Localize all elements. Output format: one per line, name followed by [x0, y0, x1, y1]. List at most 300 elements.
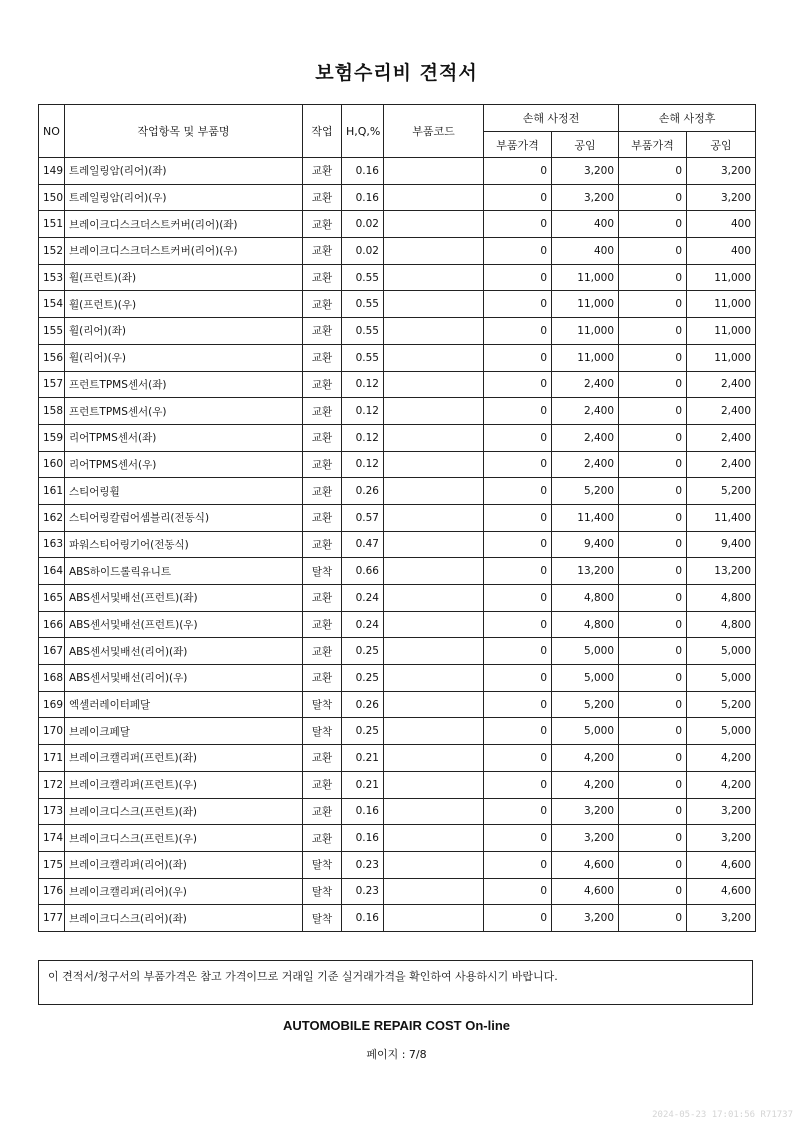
- row-before-labor: 400: [552, 238, 619, 265]
- row-item-name: ABS센서및배선(리어)(좌): [65, 638, 303, 665]
- row-part-code: [384, 718, 484, 745]
- row-before-labor: 9,400: [552, 531, 619, 558]
- row-after-price: 0: [619, 211, 687, 238]
- row-before-labor: 4,200: [552, 745, 619, 772]
- table-row: [39, 158, 756, 185]
- table-row: [39, 264, 756, 291]
- row-work-type: 교환: [303, 531, 342, 558]
- row-no: 169: [39, 691, 65, 718]
- row-no: 157: [39, 371, 65, 398]
- row-before-price: 0: [484, 478, 552, 505]
- row-before-price: 0: [484, 718, 552, 745]
- col-header-no: NO: [39, 105, 65, 158]
- table-row: [39, 745, 756, 772]
- table-row: [39, 558, 756, 585]
- row-no: 164: [39, 558, 65, 585]
- row-no: 153: [39, 264, 65, 291]
- row-after-labor: 4,800: [687, 611, 756, 638]
- row-work-type: 교환: [303, 264, 342, 291]
- row-work-type: 교환: [303, 238, 342, 265]
- row-after-labor: 3,200: [687, 158, 756, 185]
- row-work-type: 교환: [303, 291, 342, 318]
- row-after-labor: 5,000: [687, 718, 756, 745]
- row-before-price: 0: [484, 318, 552, 345]
- row-before-price: 0: [484, 878, 552, 905]
- row-hq: 0.12: [342, 451, 384, 478]
- row-part-code: [384, 905, 484, 932]
- row-before-price: 0: [484, 398, 552, 425]
- row-no: 160: [39, 451, 65, 478]
- row-work-type: 교환: [303, 398, 342, 425]
- table-row: [39, 851, 756, 878]
- table-row: [39, 798, 756, 825]
- row-work-type: 교환: [303, 478, 342, 505]
- row-hq: 0.26: [342, 691, 384, 718]
- row-before-labor: 11,000: [552, 318, 619, 345]
- row-before-price: 0: [484, 558, 552, 585]
- row-after-price: 0: [619, 878, 687, 905]
- row-hq: 0.57: [342, 504, 384, 531]
- price-notice: 이 견적서/청구서의 부품가격은 참고 가격이므로 거래일 기준 실거래가격을 확인하여 사용하시기 바랍니다.: [38, 960, 753, 1005]
- row-part-code: [384, 745, 484, 772]
- row-item-name: ABS센서및배선(프런트)(우): [65, 611, 303, 638]
- row-after-price: 0: [619, 158, 687, 185]
- col-group-before: 손해 사정전: [484, 105, 619, 132]
- row-before-labor: 3,200: [552, 825, 619, 852]
- row-before-price: 0: [484, 291, 552, 318]
- row-after-labor: 9,400: [687, 531, 756, 558]
- row-after-price: 0: [619, 825, 687, 852]
- row-hq: 0.02: [342, 238, 384, 265]
- row-part-code: [384, 371, 484, 398]
- row-before-labor: 2,400: [552, 398, 619, 425]
- row-after-price: 0: [619, 585, 687, 612]
- table-row: [39, 878, 756, 905]
- row-hq: 0.16: [342, 184, 384, 211]
- row-before-labor: 2,400: [552, 424, 619, 451]
- row-item-name: 브레이크디스크(리어)(좌): [65, 905, 303, 932]
- row-before-labor: 400: [552, 211, 619, 238]
- row-hq: 0.55: [342, 318, 384, 345]
- row-after-price: 0: [619, 238, 687, 265]
- row-after-labor: 11,000: [687, 344, 756, 371]
- row-no: 150: [39, 184, 65, 211]
- row-hq: 0.16: [342, 825, 384, 852]
- row-before-price: 0: [484, 905, 552, 932]
- row-work-type: 탈착: [303, 718, 342, 745]
- row-hq: 0.25: [342, 718, 384, 745]
- row-hq: 0.02: [342, 211, 384, 238]
- row-before-price: 0: [484, 585, 552, 612]
- row-work-type: 탈착: [303, 691, 342, 718]
- col-group-after: 손해 사정후: [619, 105, 756, 132]
- row-item-name: 파워스티어링기어(전동식): [65, 531, 303, 558]
- row-after-price: 0: [619, 264, 687, 291]
- row-before-price: 0: [484, 371, 552, 398]
- row-work-type: 탈착: [303, 878, 342, 905]
- row-no: 171: [39, 745, 65, 772]
- row-before-labor: 4,800: [552, 585, 619, 612]
- row-after-price: 0: [619, 718, 687, 745]
- row-before-labor: 2,400: [552, 451, 619, 478]
- row-after-labor: 3,200: [687, 184, 756, 211]
- row-after-price: 0: [619, 558, 687, 585]
- row-before-price: 0: [484, 238, 552, 265]
- table-row: [39, 478, 756, 505]
- row-part-code: [384, 398, 484, 425]
- row-item-name: ABS센서및배선(프런트)(좌): [65, 585, 303, 612]
- row-before-labor: 13,200: [552, 558, 619, 585]
- row-before-price: 0: [484, 184, 552, 211]
- row-hq: 0.55: [342, 344, 384, 371]
- row-work-type: 교환: [303, 771, 342, 798]
- page-number: 페이지 : 7/8: [366, 1048, 427, 1061]
- row-item-name: 브레이크디스크더스트커버(리어)(좌): [65, 211, 303, 238]
- row-after-labor: 5,200: [687, 691, 756, 718]
- row-after-price: 0: [619, 184, 687, 211]
- row-before-labor: 5,000: [552, 665, 619, 692]
- row-item-name: 브레이크캘리퍼(리어)(좌): [65, 851, 303, 878]
- row-before-price: 0: [484, 745, 552, 772]
- row-work-type: 교환: [303, 585, 342, 612]
- footer-brand: AUTOMOBILE REPAIR COST On-line: [282, 1018, 511, 1033]
- col-header-item: 작업항목 및 부품명: [65, 105, 303, 158]
- row-before-labor: 5,000: [552, 718, 619, 745]
- table-row: [39, 905, 756, 932]
- row-item-name: 휠(리어)(우): [65, 344, 303, 371]
- row-item-name: 휠(프런트)(좌): [65, 264, 303, 291]
- row-item-name: 브레이크캘리퍼(프런트)(좌): [65, 745, 303, 772]
- row-before-price: 0: [484, 691, 552, 718]
- row-work-type: 탈착: [303, 558, 342, 585]
- row-before-labor: 11,400: [552, 504, 619, 531]
- row-part-code: [384, 638, 484, 665]
- row-no: 163: [39, 531, 65, 558]
- table-row: [39, 371, 756, 398]
- row-part-code: [384, 158, 484, 185]
- row-item-name: 리어TPMS센서(좌): [65, 424, 303, 451]
- row-hq: 0.24: [342, 611, 384, 638]
- row-after-price: 0: [619, 851, 687, 878]
- table-row: [39, 318, 756, 345]
- table-body: [39, 158, 756, 932]
- table-row: [39, 424, 756, 451]
- row-part-code: [384, 771, 484, 798]
- row-item-name: 엑셀러레이터페달: [65, 691, 303, 718]
- table-row: [39, 398, 756, 425]
- row-after-labor: 5,000: [687, 638, 756, 665]
- row-no: 172: [39, 771, 65, 798]
- row-after-price: 0: [619, 371, 687, 398]
- table-row: [39, 238, 756, 265]
- row-after-price: 0: [619, 451, 687, 478]
- row-after-price: 0: [619, 771, 687, 798]
- row-part-code: [384, 211, 484, 238]
- row-after-labor: 11,400: [687, 504, 756, 531]
- row-no: 177: [39, 905, 65, 932]
- table-row: [39, 771, 756, 798]
- row-no: 152: [39, 238, 65, 265]
- col-header-before-labor: 공임: [552, 132, 619, 158]
- table-row: [39, 691, 756, 718]
- row-before-labor: 5,200: [552, 691, 619, 718]
- row-hq: 0.16: [342, 905, 384, 932]
- row-before-price: 0: [484, 158, 552, 185]
- row-no: 155: [39, 318, 65, 345]
- row-item-name: 브레이크페달: [65, 718, 303, 745]
- row-hq: 0.12: [342, 424, 384, 451]
- row-item-name: 리어TPMS센서(우): [65, 451, 303, 478]
- table-row: [39, 585, 756, 612]
- row-after-price: 0: [619, 344, 687, 371]
- row-before-labor: 3,200: [552, 905, 619, 932]
- col-header-after-price: 부품가격: [619, 132, 687, 158]
- row-after-labor: 11,000: [687, 318, 756, 345]
- row-no: 161: [39, 478, 65, 505]
- row-no: 154: [39, 291, 65, 318]
- row-work-type: 교환: [303, 451, 342, 478]
- row-part-code: [384, 531, 484, 558]
- row-part-code: [384, 691, 484, 718]
- row-hq: 0.16: [342, 158, 384, 185]
- row-before-price: 0: [484, 798, 552, 825]
- row-no: 162: [39, 504, 65, 531]
- row-item-name: 브레이크디스크(프런트)(우): [65, 825, 303, 852]
- row-before-price: 0: [484, 451, 552, 478]
- row-after-labor: 4,200: [687, 771, 756, 798]
- row-after-labor: 5,200: [687, 478, 756, 505]
- row-before-price: 0: [484, 424, 552, 451]
- row-before-labor: 5,000: [552, 638, 619, 665]
- table-row: [39, 504, 756, 531]
- row-after-labor: 2,400: [687, 451, 756, 478]
- row-after-labor: 4,600: [687, 851, 756, 878]
- row-part-code: [384, 238, 484, 265]
- row-work-type: 교환: [303, 638, 342, 665]
- row-after-price: 0: [619, 745, 687, 772]
- row-item-name: 트레일링암(리어)(우): [65, 184, 303, 211]
- row-before-labor: 4,600: [552, 851, 619, 878]
- row-before-price: 0: [484, 611, 552, 638]
- estimate-table: [38, 104, 756, 932]
- row-no: 166: [39, 611, 65, 638]
- row-after-labor: 400: [687, 238, 756, 265]
- row-before-labor: 11,000: [552, 291, 619, 318]
- row-item-name: 브레이크디스크(프런트)(좌): [65, 798, 303, 825]
- row-after-labor: 400: [687, 211, 756, 238]
- row-part-code: [384, 451, 484, 478]
- row-after-price: 0: [619, 478, 687, 505]
- row-after-price: 0: [619, 638, 687, 665]
- row-hq: 0.25: [342, 638, 384, 665]
- row-part-code: [384, 424, 484, 451]
- col-header-after-labor: 공임: [687, 132, 756, 158]
- row-before-labor: 3,200: [552, 798, 619, 825]
- row-before-labor: 5,200: [552, 478, 619, 505]
- row-part-code: [384, 344, 484, 371]
- row-item-name: 프런트TPMS센서(우): [65, 398, 303, 425]
- row-hq: 0.12: [342, 398, 384, 425]
- row-work-type: 교환: [303, 344, 342, 371]
- row-item-name: 휠(프런트)(우): [65, 291, 303, 318]
- row-work-type: 교환: [303, 184, 342, 211]
- row-before-price: 0: [484, 665, 552, 692]
- row-before-price: 0: [484, 264, 552, 291]
- row-after-labor: 2,400: [687, 398, 756, 425]
- row-no: 167: [39, 638, 65, 665]
- row-after-price: 0: [619, 691, 687, 718]
- row-no: 175: [39, 851, 65, 878]
- row-work-type: 교환: [303, 504, 342, 531]
- print-timestamp: 2024-05-23 17:01:56 R71737: [652, 1110, 793, 1120]
- row-part-code: [384, 478, 484, 505]
- row-before-price: 0: [484, 211, 552, 238]
- row-no: 173: [39, 798, 65, 825]
- row-work-type: 교환: [303, 211, 342, 238]
- row-after-labor: 3,200: [687, 798, 756, 825]
- row-no: 149: [39, 158, 65, 185]
- row-after-labor: 4,800: [687, 585, 756, 612]
- row-item-name: 브레이크디스크더스트커버(리어)(우): [65, 238, 303, 265]
- row-part-code: [384, 611, 484, 638]
- row-before-price: 0: [484, 638, 552, 665]
- row-part-code: [384, 851, 484, 878]
- col-header-hq: H,Q,%: [342, 105, 384, 158]
- row-after-labor: 11,000: [687, 291, 756, 318]
- row-hq: 0.55: [342, 264, 384, 291]
- table-row: [39, 451, 756, 478]
- row-work-type: 교환: [303, 745, 342, 772]
- row-after-labor: 4,200: [687, 745, 756, 772]
- table-row: [39, 638, 756, 665]
- row-after-price: 0: [619, 291, 687, 318]
- row-before-labor: 4,600: [552, 878, 619, 905]
- row-before-labor: 3,200: [552, 184, 619, 211]
- row-work-type: 교환: [303, 158, 342, 185]
- row-after-labor: 11,000: [687, 264, 756, 291]
- row-before-labor: 11,000: [552, 264, 619, 291]
- row-part-code: [384, 558, 484, 585]
- row-item-name: 트레일링암(리어)(좌): [65, 158, 303, 185]
- row-work-type: 탈착: [303, 851, 342, 878]
- row-no: 151: [39, 211, 65, 238]
- row-work-type: 교환: [303, 798, 342, 825]
- row-part-code: [384, 878, 484, 905]
- table-row: [39, 291, 756, 318]
- row-no: 156: [39, 344, 65, 371]
- row-after-price: 0: [619, 611, 687, 638]
- row-part-code: [384, 184, 484, 211]
- table-row: [39, 344, 756, 371]
- table-row: [39, 531, 756, 558]
- row-work-type: 탈착: [303, 905, 342, 932]
- row-after-price: 0: [619, 504, 687, 531]
- row-hq: 0.55: [342, 291, 384, 318]
- row-item-name: 스티어링칼럼어셈블리(전동식): [65, 504, 303, 531]
- row-no: 170: [39, 718, 65, 745]
- row-after-price: 0: [619, 798, 687, 825]
- row-item-name: 프런트TPMS센서(좌): [65, 371, 303, 398]
- row-work-type: 교환: [303, 825, 342, 852]
- row-work-type: 교환: [303, 424, 342, 451]
- row-after-labor: 2,400: [687, 371, 756, 398]
- row-item-name: 브레이크캘리퍼(리어)(우): [65, 878, 303, 905]
- row-before-price: 0: [484, 771, 552, 798]
- document-title: 보험수리비 견적서: [315, 62, 478, 84]
- row-before-price: 0: [484, 851, 552, 878]
- row-after-labor: 3,200: [687, 905, 756, 932]
- row-no: 176: [39, 878, 65, 905]
- col-header-code: 부품코드: [384, 105, 484, 158]
- row-hq: 0.21: [342, 771, 384, 798]
- row-work-type: 교환: [303, 665, 342, 692]
- row-after-labor: 13,200: [687, 558, 756, 585]
- row-part-code: [384, 585, 484, 612]
- row-work-type: 교환: [303, 611, 342, 638]
- table-row: [39, 718, 756, 745]
- row-after-labor: 5,000: [687, 665, 756, 692]
- row-hq: 0.47: [342, 531, 384, 558]
- row-item-name: 브레이크캘리퍼(프런트)(우): [65, 771, 303, 798]
- row-before-price: 0: [484, 504, 552, 531]
- row-part-code: [384, 264, 484, 291]
- table-row: [39, 825, 756, 852]
- row-part-code: [384, 291, 484, 318]
- row-hq: 0.66: [342, 558, 384, 585]
- row-part-code: [384, 665, 484, 692]
- row-after-price: 0: [619, 398, 687, 425]
- row-work-type: 교환: [303, 318, 342, 345]
- row-after-labor: 4,600: [687, 878, 756, 905]
- row-hq: 0.23: [342, 878, 384, 905]
- row-before-labor: 4,800: [552, 611, 619, 638]
- row-part-code: [384, 798, 484, 825]
- row-no: 158: [39, 398, 65, 425]
- row-hq: 0.23: [342, 851, 384, 878]
- row-before-labor: 3,200: [552, 158, 619, 185]
- row-part-code: [384, 318, 484, 345]
- row-after-price: 0: [619, 905, 687, 932]
- row-before-labor: 4,200: [552, 771, 619, 798]
- header-row-1: [39, 105, 756, 132]
- row-part-code: [384, 825, 484, 852]
- row-hq: 0.25: [342, 665, 384, 692]
- row-item-name: ABS센서및배선(리어)(우): [65, 665, 303, 692]
- table-row: [39, 665, 756, 692]
- row-before-labor: 2,400: [552, 371, 619, 398]
- row-before-price: 0: [484, 531, 552, 558]
- row-no: 159: [39, 424, 65, 451]
- table-row: [39, 211, 756, 238]
- row-hq: 0.12: [342, 371, 384, 398]
- row-hq: 0.26: [342, 478, 384, 505]
- row-no: 174: [39, 825, 65, 852]
- row-before-labor: 11,000: [552, 344, 619, 371]
- row-item-name: 스티어링휠: [65, 478, 303, 505]
- row-item-name: 휠(리어)(좌): [65, 318, 303, 345]
- table-row: [39, 184, 756, 211]
- col-header-before-price: 부품가격: [484, 132, 552, 158]
- row-after-price: 0: [619, 424, 687, 451]
- row-hq: 0.24: [342, 585, 384, 612]
- row-part-code: [384, 504, 484, 531]
- row-work-type: 교환: [303, 371, 342, 398]
- row-no: 168: [39, 665, 65, 692]
- row-before-price: 0: [484, 344, 552, 371]
- row-hq: 0.21: [342, 745, 384, 772]
- col-header-work: 작업: [303, 105, 342, 158]
- row-after-price: 0: [619, 531, 687, 558]
